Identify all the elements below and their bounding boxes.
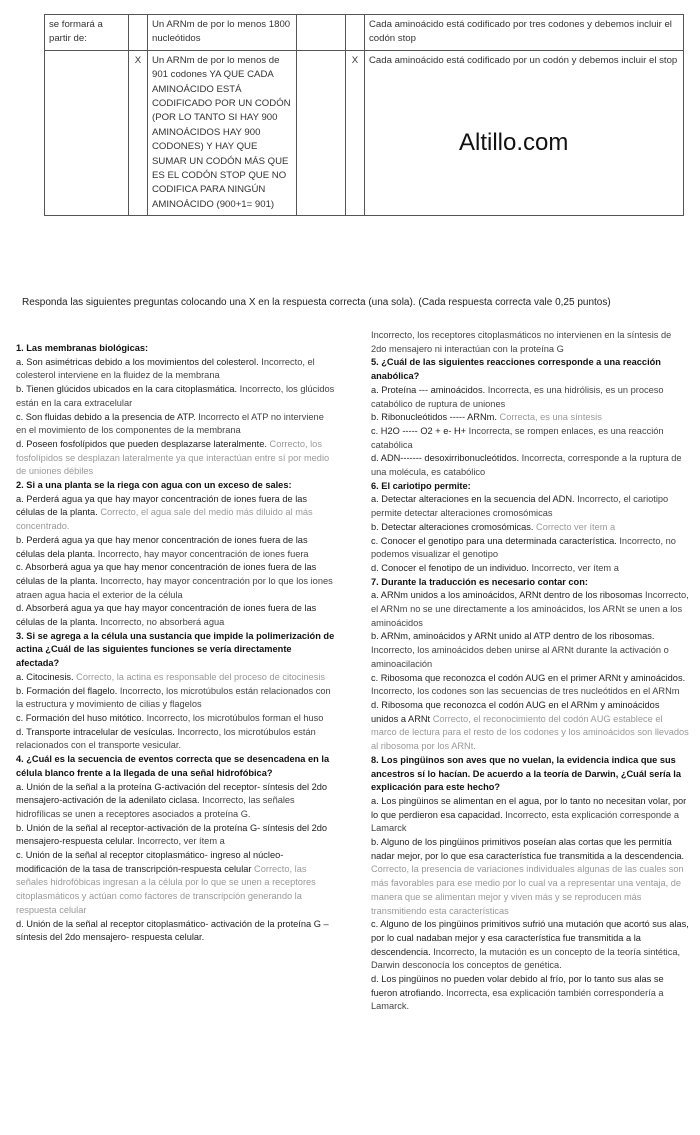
feedback-text: Incorrecto, los microtúbulos forman el huso — [144, 712, 324, 723]
question-text — [16, 479, 336, 493]
feedback-text: Incorrecta, es una hidrólisis, es un proceso catabólico de ruptura de uniones — [371, 384, 664, 409]
feedback-text: Incorrecto, ver ítem a — [134, 836, 225, 847]
feedback-text: Incorrecta, esa explicación también correspondería a Lamarck. — [371, 987, 664, 1012]
feedback-text: Correcto, las señales hidrofóbicas ingresan a la célula por lo que se unen a receptores citoplasmáticos y actúan como factores de transcripción generando la respuesta celular — [16, 863, 316, 915]
feedback-text: Incorrecto, el colesterol interviene en la fluidez de la membrana — [16, 356, 315, 381]
option-label: c. Unión de la señal al receptor citoplasmático- ingreso al núcleo- modificación de la tasa de transcripción-respuesta celular — [16, 850, 284, 874]
answer-option — [16, 671, 336, 685]
option-label: a. ARNm unidos a los aminoácidos, ARNt dentro de los ribosomas — [371, 590, 643, 601]
option-label: a. Proteína --- aminoácidos. — [371, 384, 486, 395]
answer-option — [371, 795, 689, 836]
feedback-text: Incorrecto, el cariotipo permite detectar alteraciones cromosómicas — [371, 494, 669, 519]
option-cell: Un ARNm de por lo menos de 901 codones YA QUE CADA AMINOÁCIDO ESTÁ CODIFICADO POR UN CODÓN (POR LO TANTO SI HAY 900 AMINOÁCIDOS HAY 900 CODONES) Y HAY QUE SUMAR UN CODÓN MÁS QUE ES EL CODÓN STOP QUE NO CODIFICA PARA NINGÚN AMINOÁCIDO (900+1= 901) — [148, 50, 297, 215]
answer-table — [44, 14, 684, 216]
empty-cell — [45, 50, 129, 215]
feedback-text: Incorrecto, no podemos visualizar el genotipo — [371, 535, 676, 560]
feedback-text: Incorrecto, los glúcidos están en la cara extracelular — [16, 384, 335, 408]
option-label: b. Detectar alteraciones cromosómicas. — [371, 521, 534, 532]
answer-option — [371, 493, 689, 520]
table-row — [45, 50, 684, 215]
mark-cell — [129, 15, 148, 51]
option-label: c. Alguno de los pingüinos primitivos sufrió una mutación que acortó sus alas, por lo cual nadaban mejor y esa característica fue transmitida a la descendencia. — [371, 919, 689, 957]
option-label: d. ADN------- desoxirribonucleótidos. — [371, 453, 520, 464]
question-text — [371, 356, 689, 383]
feedback-text: Incorrecto, la mutación es un concepto de la teoría sintética, Darwin desconocía los conceptos de genética. — [371, 946, 681, 971]
answer-option — [371, 425, 689, 452]
option-label: d. Conocer el fenotipo de un individuo. — [371, 562, 529, 573]
question-label: 1. Las membranas biológicas: — [16, 343, 149, 353]
feedback-text: Correcta, es una síntesis — [496, 412, 602, 423]
option-label: d. Los pingüinos no pueden volar debido al frío, por lo tanto sus alas se fueron atrofiando. — [371, 974, 664, 998]
option-label: d. Transporte intracelular de vesículas. — [16, 726, 175, 737]
feedback-text: Incorrecto, hay mayor concentración por lo que los iones atraen agua hacia el exterior de la célula — [16, 575, 333, 600]
question-text — [16, 342, 336, 356]
option-label: b. Unión de la señal al receptor-activación de la proteína G- síntesis del 2do mensajero-respuesta celular. — [16, 822, 328, 847]
question-label: 6. El cariotipo permite: — [371, 480, 471, 491]
feedback-text: Correcto, los fosfolípidos se desplazan lateralmente ya que interactúan entre sí por medio de uniones débiles — [16, 438, 330, 477]
feedback-text: Incorrecto, los codones son las secuencias de tres nucleótidos en el ARNm — [371, 686, 680, 697]
answer-option — [16, 493, 336, 534]
option-label: a. Perderá agua ya que hay mayor concentración de iones fuera de las células de la planta. — [16, 493, 308, 518]
answer-option — [371, 672, 689, 699]
answer-option — [371, 918, 689, 973]
question-text — [16, 630, 336, 671]
right-column — [371, 329, 689, 1014]
answer-option — [371, 411, 689, 425]
mark-cell: X — [346, 50, 365, 215]
answer-option — [16, 438, 336, 479]
answer-option — [16, 822, 336, 849]
option-label: b. Tienen glúcidos ubicados en la cara citoplasmática. — [16, 384, 238, 395]
feedback-text: Incorrecto, las señales hidrofílicas se unen a receptores asociados a proteína G. — [16, 795, 295, 819]
option-label: c. Ribosoma que reconozca el codón AUG en el primer ARNt y aminoácidos. — [371, 672, 686, 683]
option-label: b. Alguno de los pingüinos primitivos poseían alas cortas que les permitía nadar mejor, por lo que esa característica fue transmitida a la descendencia. — [371, 837, 685, 861]
question-text — [371, 576, 689, 590]
option-label: b. ARNm, aminoácidos y ARNt unido al ATP dentro de los ribosomas. — [371, 631, 655, 642]
option-label: a. Unión de la señal a la proteína G-activación del receptor- síntesis del 2do mensajero-activación de la adenilato ciclasa. — [16, 781, 328, 806]
answer-option — [16, 849, 336, 918]
answer-option — [371, 521, 689, 535]
feedback-text: Incorrecto, el ARNm no se une directamente a los aminoácidos, los ARNt se unen a los aminoácidos — [371, 590, 689, 628]
option-label: c. H2O ----- O2 + e- H+ — [371, 425, 467, 436]
answer-option — [371, 562, 689, 576]
option-label: b. Ribonucleótidos ----- ARNm. — [371, 412, 497, 423]
answer-option — [16, 602, 336, 629]
option-label: b. Formación del flagelo. — [16, 685, 118, 696]
option-cell — [365, 50, 684, 215]
feedback-text: Incorrecta, corresponde a la ruptura de una molécula, es catabólico — [371, 453, 682, 478]
watermark: Altillo.com — [459, 129, 569, 157]
feedback-text: Incorrecto, esta explicación corresponde a Lamarck — [371, 809, 680, 834]
table-row — [45, 15, 684, 51]
option-label: c. Conocer el genotipo para una determinada característica. — [371, 535, 617, 546]
answer-option — [371, 384, 689, 411]
answer-option — [16, 685, 336, 712]
option-cell: Cada aminoácido está codificado por tres codones y debemos incluir el codón stop — [365, 15, 684, 51]
answer-option — [371, 452, 689, 479]
question-text — [16, 753, 336, 780]
option-label: d. Poseen fosfolípidos que pueden desplazarse lateralmente. — [16, 438, 267, 449]
option-text: Cada aminoácido está codificado por un codón y debemos incluir el stop — [369, 54, 678, 66]
answer-option — [371, 329, 689, 356]
answer-option — [16, 356, 336, 383]
answer-option — [16, 534, 336, 561]
answer-option — [371, 589, 689, 630]
feedback-text: Correcto, el agua sale del medio más diluido al más concentrado. — [16, 507, 313, 532]
feedback-text: Correcto, el reconocimiento del codón AUG establece el marco de lectura para el resto de los codones y los aminoácidos son llevados al ribosoma por los ARNt. — [371, 713, 689, 752]
answer-option — [371, 699, 689, 754]
answer-option — [371, 836, 689, 918]
feedback-text: Incorrecta, se rompen enlaces, es una reacción catabólica — [371, 425, 664, 450]
option-label: a. Detectar alteraciones en la secuencia del ADN. — [371, 494, 575, 505]
feedback-text: Incorrecto, no absorberá agua — [97, 617, 225, 628]
answer-option — [16, 726, 336, 753]
answer-option — [371, 535, 689, 562]
question-label: 8. Los pingüinos son aves que no vuelan, la evidencia indica que sus ancestros sí lo hacían. De acuerdo a la teoría de Darwin, ¿Cuál sería la explicación para este hecho? — [371, 754, 681, 793]
question-label: 4. ¿Cuál es la secuencia de eventos correcta que se desencadena en la célula blanco frente a la llegada de una señal hidrofóbica? — [16, 754, 330, 778]
question-text — [371, 754, 689, 795]
option-label: Incorrecto, los receptores citoplasmáticos no intervienen en la síntesis de 2do mensajero ni interactúan con la proteína G — [371, 330, 672, 354]
option-label: c. Son fluidas debido a la presencia de ATP. — [16, 411, 196, 422]
answer-option — [371, 630, 689, 671]
question-text — [371, 480, 689, 494]
answer-option — [16, 918, 336, 945]
option-cell: Un ARNm de por lo menos 1800 nucleótidos — [148, 15, 297, 51]
option-label: a. Los pingüinos se alimentan en el agua, por lo tanto no necesitan volar, por lo que perdieron esa capacidad. — [371, 795, 687, 820]
question-label: 2. Si a una planta se la riega con agua con un exceso de sales: — [16, 480, 292, 491]
feedback-text: Correcto ver ítem a — [533, 521, 616, 532]
option-label: a. Citocinesis. — [16, 671, 74, 682]
row-label: se formará a partir de: — [45, 15, 129, 51]
feedback-text: Incorrecto, los microtúbulos están relacionados con la estructura y movimiento de cilias y flagelos — [16, 685, 331, 710]
option-label: d. Unión de la señal al receptor citoplasmático- activación de la proteína G – síntesis del 2do mensajero- respuesta celular. — [16, 918, 329, 943]
left-column — [16, 342, 336, 945]
option-label: a. Son asimétricas debido a los movimientos del colesterol. — [16, 356, 259, 367]
answer-option — [371, 973, 689, 1014]
answer-option — [16, 781, 336, 822]
answer-option — [16, 411, 336, 438]
question-label: 7. Durante la traducción es necesario contar con: — [371, 576, 588, 587]
answer-option — [16, 383, 336, 410]
option-label: c. Formación del huso mitótico. — [16, 712, 145, 723]
option-label: d. Ribosoma que reconozca el codón AUG en el ARNm y aminoácidos unidos a ARNt — [371, 699, 660, 724]
instructions: Responda las siguientes preguntas colocando una X en la respuesta correcta (una sola). (Cada respuesta correcta vale 0,25 puntos) — [22, 297, 611, 308]
feedback-text: Incorrecto, ver ítem a — [528, 562, 619, 573]
feedback-text: Incorrecto, los aminoácidos deben unirse al ARNt durante la activación o aminoacilación — [371, 645, 669, 669]
feedback-text: Incorrecto el ATP no interviene en el movimiento de los componentes de la membrana — [16, 411, 324, 436]
empty-cell — [297, 15, 346, 51]
option-label: b. Perderá agua ya que hay menor concentración de iones fuera de las células dela planta. — [16, 534, 308, 559]
answer-option — [16, 712, 336, 726]
question-label: 5. ¿Cuál de las siguientes reacciones corresponde a una reacción anabólica? — [371, 357, 661, 382]
feedback-text: Incorrecto, hay mayor concentración de iones fuera — [95, 548, 309, 559]
option-label: d. Absorberá agua ya que hay mayor concentración de iones fuera de las células de la planta. — [16, 603, 317, 628]
mark-cell: X — [129, 50, 148, 215]
empty-cell — [297, 50, 346, 215]
question-label: 3. Si se agrega a la célula una sustancia que impide la polimerización de actina ¿Cuál de las siguientes funciones se vería directamente afectada? — [16, 630, 335, 669]
answer-option — [16, 561, 336, 602]
feedback-text: Correcto, la presencia de variaciones individuales algunas de las cuales son más favorables para ese medio por lo cual va a representar una ventaja, de manera que se alimentan mejor y viven más y se reproducen más transmitiendo esta características — [371, 864, 684, 916]
feedback-text: Correcto, la actina es responsable del proceso de citocinesis — [73, 671, 326, 682]
option-label: c. Absorberá agua ya que hay menor concentración de iones fuera de las células de la planta. — [16, 562, 317, 586]
mark-cell — [346, 15, 365, 51]
feedback-text: Incorrecto, los microtúbulos están relacionados con el transporte vesicular. — [16, 726, 316, 751]
